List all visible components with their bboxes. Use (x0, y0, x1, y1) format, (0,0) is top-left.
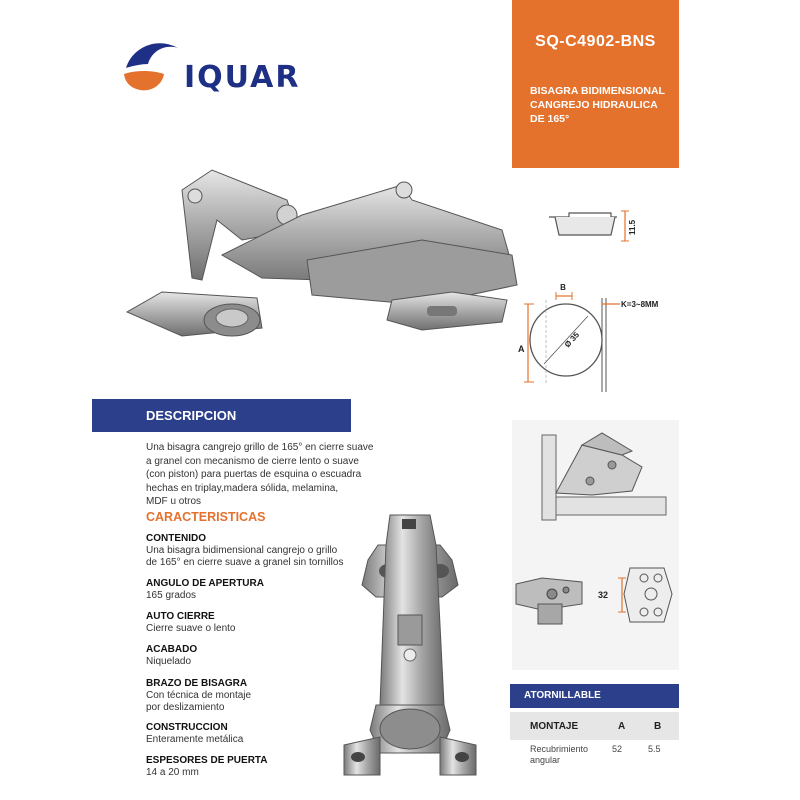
cell-a: 52 (612, 744, 623, 754)
plate-dim-label: 32 (598, 590, 609, 600)
mounting-plate-drawing (512, 560, 679, 635)
logo-mark-icon (122, 30, 192, 100)
table-title: ATORNILLABLE (524, 690, 601, 701)
description-line: (con piston) para puertas de esquina o escuadra (146, 469, 362, 480)
spec-label: CONTENIDO (146, 533, 206, 544)
description-title: DESCRIPCION (146, 408, 237, 423)
description-line: MDF u otros (146, 496, 202, 507)
dim-a-label: A (518, 344, 525, 354)
spec-label: ACABADO (146, 644, 198, 655)
spec-value: Enteramente metálica (146, 734, 244, 745)
cell-montaje: Recubrimiento (530, 744, 589, 754)
spec-value: de 165° en cierre suave a granel sin tornillos (146, 557, 344, 568)
spec-label: ANGULO DE APERTURA (146, 578, 264, 589)
hinge-front-photo (340, 505, 480, 800)
brand-logo (122, 30, 301, 100)
product-name-line: CANGREJO HIDRAULICA (530, 99, 658, 111)
spec-value: Cierre suave o lento (146, 623, 236, 634)
hinge-side-photo (122, 160, 522, 345)
product-header (512, 0, 679, 168)
description-header (92, 399, 351, 432)
cell-b: 5.5 (648, 744, 661, 754)
cup-position-drawing (510, 280, 680, 395)
dim-k-label: K=3~8MM (621, 300, 659, 309)
header-b: B (654, 721, 662, 732)
cell-montaje: angular (530, 755, 561, 765)
header-montaje: MONTAJE (530, 721, 579, 732)
description-line: hechas en triplay,madera sólida, melamina, (146, 482, 339, 494)
model-code: SQ-C4902-BNS (535, 33, 656, 50)
cup-depth-label: 11.5 (628, 219, 637, 235)
spec-value: por deslizamiento (146, 702, 225, 713)
description-line: Una bisagra cangrejo grillo de 165° en cierre suave (146, 442, 374, 453)
spec-value: Niquelado (146, 656, 192, 667)
cup-depth-drawing (545, 205, 640, 250)
brand-name: IQUAR (184, 60, 301, 95)
diameter-label: Ø 35 (562, 330, 582, 350)
spec-label: AUTO CIERRE (146, 611, 215, 622)
description-line: a granel con mecanismo de cierre lento o suave (146, 455, 359, 467)
installed-hinge-drawing (512, 425, 679, 530)
spec-label: ESPESORES DE PUERTA (146, 755, 268, 766)
product-name (530, 84, 675, 126)
table-title-bar (510, 684, 679, 708)
description-text (146, 441, 416, 509)
spec-label: CONSTRUCCION (146, 722, 228, 733)
header-a: A (618, 721, 626, 732)
product-name-line: DE 165° (530, 113, 570, 125)
product-name-line: BISAGRA BIDIMENSIONAL (530, 85, 665, 97)
spec-value: 14 a 20 mm (146, 767, 199, 778)
spec-value: Una bisagra bidimensional cangrejo o grillo (146, 545, 338, 556)
table-header (510, 712, 679, 740)
dim-b-label: B (560, 283, 566, 292)
characteristics-title: CARACTERISTICAS (146, 510, 266, 524)
spec-value: 165 grados (146, 590, 197, 601)
spec-value: Con técnica de montaje (146, 690, 252, 701)
spec-label: BRAZO DE BISAGRA (146, 678, 248, 689)
